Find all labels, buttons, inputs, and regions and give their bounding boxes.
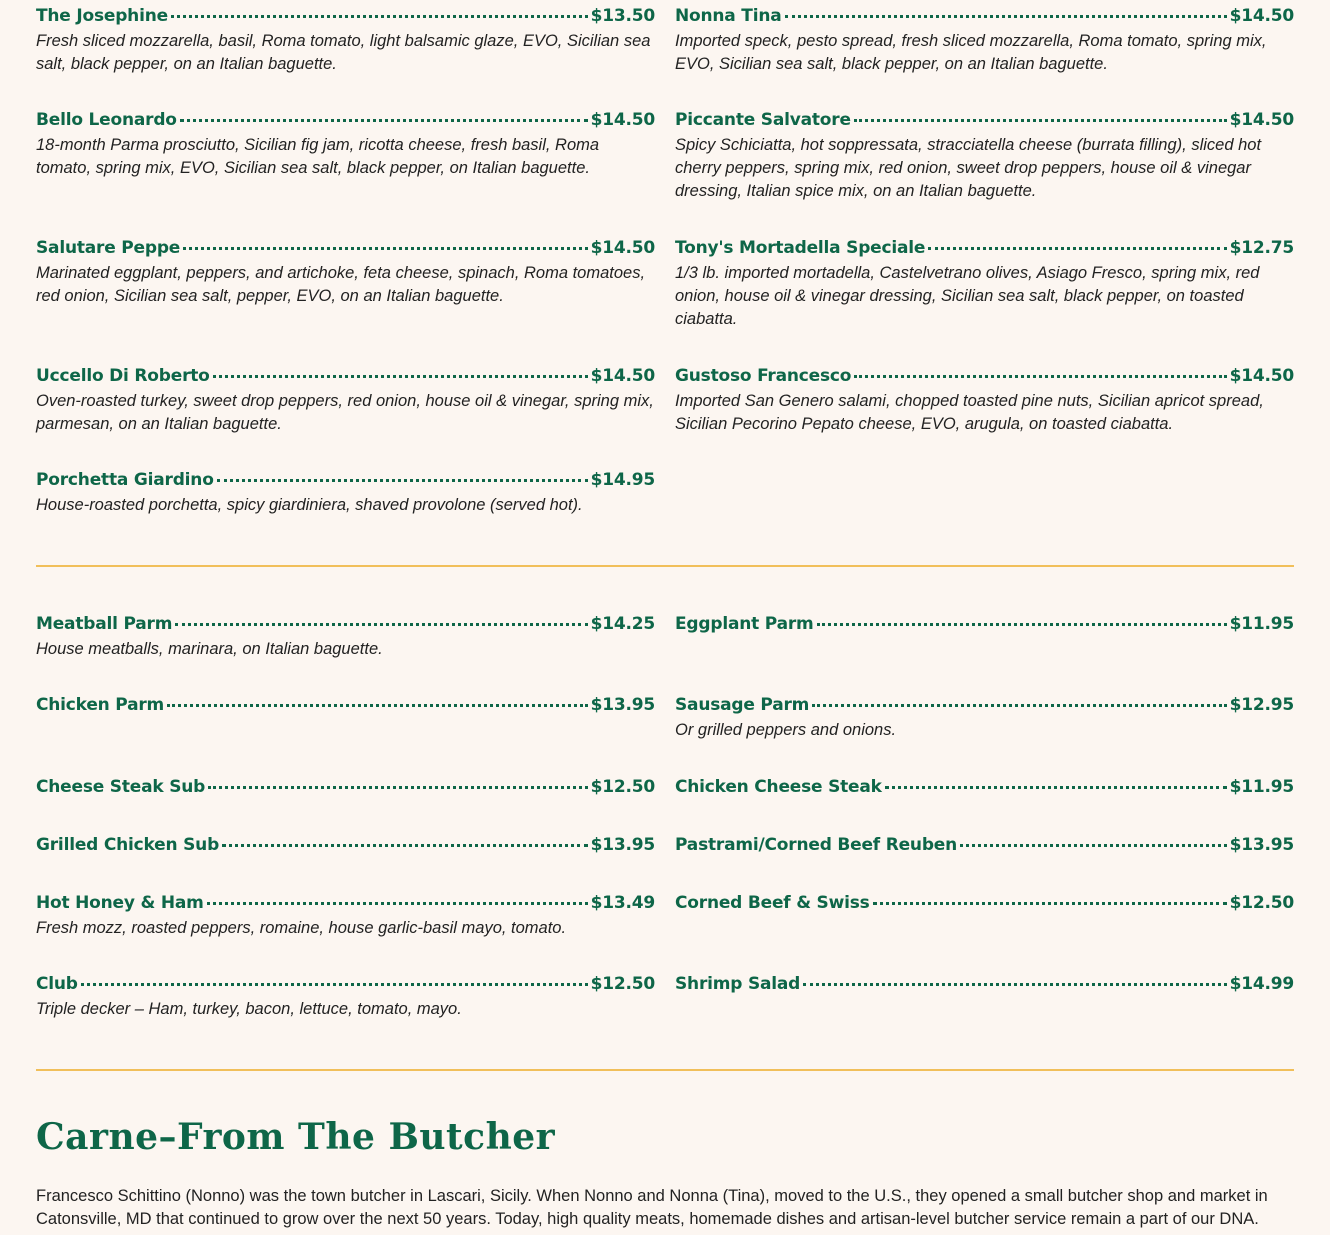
menu-item (675, 366, 1294, 436)
item-price: $14.50 (590, 110, 655, 130)
item-price: $12.50 (590, 974, 655, 994)
menu-item (36, 893, 655, 940)
item-price: $14.95 (590, 470, 655, 490)
item-price: $11.95 (1229, 614, 1294, 634)
item-price: $14.50 (1229, 110, 1294, 130)
menu-item (675, 238, 1294, 331)
section-divider (36, 565, 1294, 567)
item-name: The Josephine (36, 6, 168, 26)
leader-dots (960, 844, 1227, 847)
menu-item (675, 614, 1294, 636)
item-name: Uccello Di Roberto (36, 366, 210, 386)
menu-item (36, 614, 655, 661)
leader-dots (208, 786, 587, 789)
item-name: Eggplant Parm (675, 614, 814, 634)
item-price: $14.25 (590, 614, 655, 634)
leader-dots (854, 375, 1226, 378)
item-name: Meatball Parm (36, 614, 173, 634)
section-title: Carne–From The Butcher (36, 1116, 556, 1158)
menu-item (675, 110, 1294, 203)
item-name: Cheese Steak Sub (36, 777, 206, 797)
item-name: Club (36, 974, 78, 994)
leader-dots (812, 704, 1226, 707)
item-description: House-roasted porchetta, spicy giardiniera, shaved provolone (served hot). (36, 496, 583, 514)
item-description: Oven-roasted turkey, sweet drop peppers, red onion, house oil & vinegar, spring mix, parmesan, on an Italian baguette. (36, 392, 654, 433)
item-description: Fresh sliced mozzarella, basil, Roma tomato, light balsamic glaze, EVO, Sicilian sea salt, black pepper, on an Italian baguette. (36, 32, 651, 73)
menu-item (36, 835, 655, 857)
item-price: $14.99 (1229, 974, 1294, 994)
section-divider (36, 1069, 1294, 1071)
item-name: Hot Honey & Ham (36, 893, 204, 913)
item-name: Chicken Cheese Steak (675, 777, 882, 797)
item-description: Or grilled peppers and onions. (675, 721, 897, 739)
item-name: Sausage Parm (675, 695, 810, 715)
item-price: $14.50 (1229, 366, 1294, 386)
menu-item (36, 110, 655, 180)
item-description: Imported San Genero salami, chopped toasted pine nuts, Sicilian apricot spread, Sicilian Pecorino Pepato cheese, EVO, arugula, on toasted ciabatta. (675, 392, 1264, 433)
menu-item (675, 974, 1294, 996)
leader-dots (207, 902, 588, 905)
item-price: $13.95 (590, 835, 655, 855)
leader-dots (175, 623, 587, 626)
item-name: Grilled Chicken Sub (36, 835, 220, 855)
item-price: $13.49 (590, 893, 655, 913)
leader-dots (873, 902, 1227, 905)
menu-item (36, 470, 655, 517)
leader-dots (213, 375, 588, 378)
leader-dots (167, 704, 588, 707)
item-price: $12.50 (1229, 893, 1294, 913)
item-name: Tony's Mortadella Speciale (675, 238, 926, 258)
item-name: Corned Beef & Swiss (675, 893, 870, 913)
item-description: 18-month Parma prosciutto, Sicilian fig jam, ricotta cheese, fresh basil, Roma tomato, spring mix, EVO, Sicilian sea salt, black pepper, on Italian baguette. (36, 136, 600, 177)
menu-item (36, 238, 655, 308)
menu-item (675, 777, 1294, 799)
leader-dots (785, 15, 1227, 18)
item-name: Chicken Parm (36, 695, 165, 715)
item-description: 1/3 lb. imported mortadella, Castelvetrano olives, Asiago Fresco, spring mix, red onion, house oil & vinegar dressing, Sicilian sea salt, black pepper, on toasted ciabatta. (675, 264, 1260, 328)
menu-item (36, 695, 655, 717)
item-price: $13.50 (590, 6, 655, 26)
leader-dots (81, 983, 588, 986)
item-price: $12.50 (590, 777, 655, 797)
menu-item (36, 777, 655, 799)
section-description: Francesco Schittino (Nonno) was the town butcher in Lascari, Sicily. When Nonno and Nonna (Tina), moved to the U.S., they opened a small butcher shop and market in Catonsville, MD that continued to grow over the next 50 years. Today, high quality meats, homemade dishes and artisan-level butcher service remain a part of our DNA. (36, 1187, 1268, 1228)
leader-dots (180, 119, 588, 122)
leader-dots (183, 247, 587, 250)
item-description: Imported speck, pesto spread, fresh sliced mozzarella, Roma tomato, spring mix, EVO, Sicilian sea salt, black pepper, on an Italian baguette. (675, 32, 1267, 73)
item-name: Nonna Tina (675, 6, 782, 26)
item-price: $13.95 (1229, 835, 1294, 855)
item-description: Marinated eggplant, peppers, and artichoke, feta cheese, spinach, Roma tomatoes, red onion, Sicilian sea salt, pepper, EVO, on an Italian baguette. (36, 264, 646, 305)
item-price: $12.95 (1229, 695, 1294, 715)
item-description: Triple decker – Ham, turkey, bacon, lettuce, tomato, mayo. (36, 1000, 462, 1018)
leader-dots (217, 479, 588, 482)
item-price: $14.50 (1229, 6, 1294, 26)
item-name: Porchetta Giardino (36, 470, 214, 490)
item-name: Piccante Salvatore (675, 110, 851, 130)
item-name: Pastrami/Corned Beef Reuben (675, 835, 958, 855)
item-name: Shrimp Salad (675, 974, 801, 994)
menu-item (675, 835, 1294, 857)
leader-dots (803, 983, 1226, 986)
menu-item (675, 893, 1294, 915)
leader-dots (854, 119, 1227, 122)
leader-dots (171, 15, 588, 18)
item-name: Gustoso Francesco (675, 366, 852, 386)
menu-item (36, 974, 655, 1021)
leader-dots (928, 247, 1226, 250)
item-price: $11.95 (1229, 777, 1294, 797)
item-description: House meatballs, marinara, on Italian baguette. (36, 640, 383, 658)
item-name: Salutare Peppe (36, 238, 181, 258)
menu-item (36, 366, 655, 436)
leader-dots (885, 786, 1227, 789)
item-description: Spicy Schiciatta, hot soppressata, stracciatella cheese (burrata filling), sliced hot cherry peppers, spring mix, red onion, sweet drop peppers, house oil & vinegar dressing, Italian spice mix, on an Italian baguette. (675, 136, 1262, 200)
item-price: $14.50 (590, 238, 655, 258)
item-price: $13.95 (590, 695, 655, 715)
leader-dots (222, 844, 588, 847)
menu-item (675, 6, 1294, 76)
menu-item (675, 695, 1294, 742)
item-price: $12.75 (1229, 238, 1294, 258)
item-price: $14.50 (590, 366, 655, 386)
item-name: Bello Leonardo (36, 110, 177, 130)
menu-item (36, 6, 655, 76)
item-description: Fresh mozz, roasted peppers, romaine, house garlic-basil mayo, tomato. (36, 919, 567, 937)
leader-dots (817, 623, 1227, 626)
